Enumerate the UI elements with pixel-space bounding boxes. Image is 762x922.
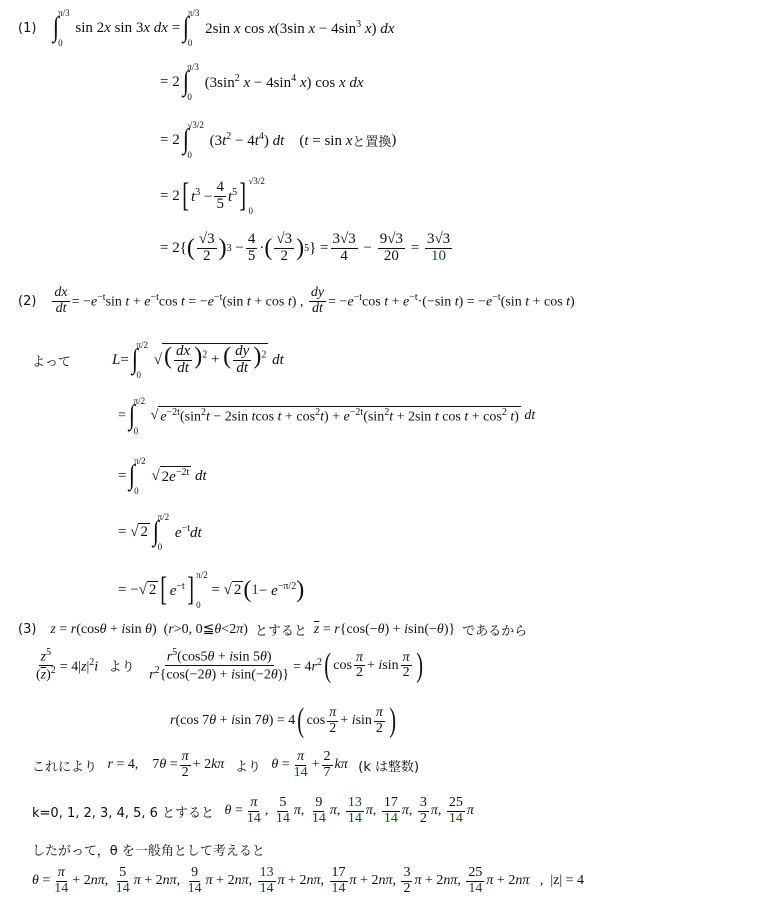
p3-line2: $\frac{z^5}{(\overline{z})^2}$ = $4|z|^2i$ より $\frac{r^5(\cos 5\theta + isin 5\theta)}{r^2\{\cos(-2\theta) + isin(-2\theta)\}}$ = $4r^2$ ( cos $\frac{\pi}{2}$ + isin $\frac{\pi}{2}$ ) [36,646,423,684]
yotte-label: よって [32,354,72,370]
final-answer-1: $\frac{3√3}{10}$ [426,231,451,264]
p1-line4: = 2 [ $t^3$ − $\frac{4}{5}$ $t^5$ ] √3/2 0 [160,176,265,216]
integral-sign: ∫ π/3 0 [182,8,200,48]
p2-line3: = ∫ π/2 0 √ $e^{-2t}(\sin^2t - 2\sin$ tcos $t + \cos^2t) + e^{-2t}(\sin^2t + 2\sin$ t $\cos t + \cos^2 t$) dt [118,396,536,436]
problem-label-2: (2) [18,293,37,309]
integral-sign: ∫ π/3 0 [182,62,199,102]
p2-line2: よって L = ∫ π/2 0 √ ( $\frac{dx}{dt}$ )$^2$ + ( $\frac{dy}{dt}$ )$^2$ dt [32,340,284,380]
integral-sign: ∫ π/3 0 [53,8,70,48]
p2-line4: = ∫ π/2 0 √ $2e^{-2t}$ dt [118,456,207,496]
problem-label-1: (1) [18,20,37,36]
p1-line3: = 2 ∫ √3/2 0 $(3t^2 - 4t^4)$ dt (t = sin x と置換 ) [160,120,397,160]
substitution-note: と置換 [352,134,392,150]
p3-line3: r(cos 7θ + isin 7θ) = 4 ( cos $\frac{\pi}{2}$ + isin $\frac{\pi}{2}$ ) [170,702,396,739]
p3-line4: これにより r = 4, 7θ = $\frac{\pi}{2}$ + 2kπ より θ = $\frac{\pi}{14}$ + $\frac{2}{7}$ kπ (k は整数) [32,749,420,780]
p1-line5: = 2{ ( $\frac{√3}{2}$ ) 3 − $\frac{4}{5}$ · ( $\frac{√3}{2}$ ) 5 } = $\frac{3√3}{4}$ − $\frac{9√3}{20}$ = $\frac{3√3}{10}$ [160,231,451,264]
p2-line6: = −√ 2 [ $e^{-t}$ ] π/2 0 = √ 2 ( 1 − $e^{-\pi/2}$ ) [118,570,305,610]
p1-line1: (1) ∫ π/3 0 sin 2x sin 3x dx = ∫ π/3 0 2sin x cos x(3sin $x - 4\sin^3$ x) dx [18,8,395,48]
p3-line5: k=0, 1, 2, 3, 4, 5, 6 とすると θ = $\frac{\pi}{14}$ , $\frac{5}{14}$ π , $\frac{9}{14}$ π , $\frac{13}{14}$ π , $\frac{17}{14}$ π , $\frac{3}{2}$ π , $\frac{25}{14}$ π [32,795,474,826]
integral-sign: ∫ √3/2 0 [182,120,204,160]
p2-line1: (2) $\frac{dx}{dt}$ = $-e^{-t}\sin$ $t + e^{-t}\cos$ $t = -e^{-t}(\sin$ t + cos t) , $\frac{dy}{dt}$ = $-e^{-t}\cos$ $t + e^{-t}\cdot(-\sin$ $t) = -e^{-t}(\sin$ t + cos t) [18,285,575,316]
p2-line5: = √ 2 ∫ π/2 0 $e^{-t}dt$ [118,512,202,552]
p3-line6: したがって，θ を一般角として考えると [32,844,265,859]
result-fraction: $\frac{3√3}{4}$ [332,231,356,264]
p1-line2: = 2 ∫ π/3 0 ($3\sin^2$ $x - 4\sin^4$ x) cos x dx [160,62,364,102]
fraction: $\frac{4}{5}$ [216,178,224,212]
problem-label-3: (3) [18,622,37,637]
p3-line1: (3) z = r(cosθ + isin θ) (r>0, 0≦θ<2π) とすると $\overline{z} = r\{\cos(-\theta) + isin(-\theta)\}$ であるから [18,621,528,639]
p3-line7: θ = $\frac{\pi}{14}$ + 2nπ, $\frac{5}{14}$ π + 2nπ, $\frac{9}{14}$ π + 2nπ, $\frac{13}{14}$ π + 2nπ, $\frac{17}{14}$ π + 2nπ, $\frac{3}{2}$ π + 2nπ, $\frac{25}{14}$ π + 2nπ , |z| = 4 [32,865,585,896]
abs-z-result: |z| = 4 [550,873,585,889]
